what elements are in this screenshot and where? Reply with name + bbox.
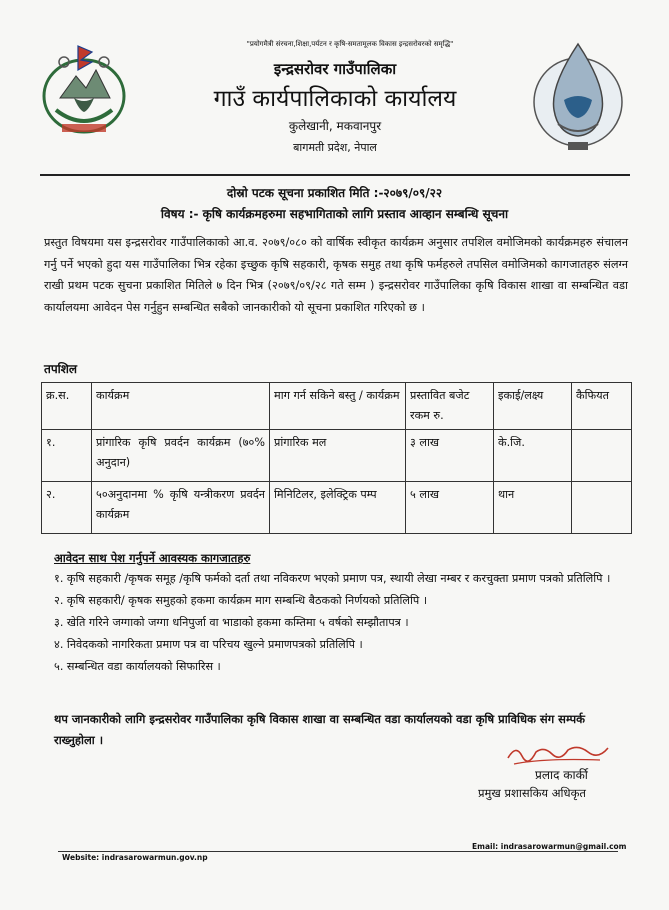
table-cell: प्रांगारिक मल — [270, 430, 406, 482]
table-row — [42, 482, 632, 534]
table-cell — [572, 430, 632, 482]
table-cell: के.जि. — [494, 430, 572, 482]
notice-subject: विषय :- कृषि कार्यक्रमहरुमा सहभागिताको लागि प्रस्ताव आव्हान सम्बन्धि सूचना — [160, 207, 509, 221]
list-item: ३. खेति गरिने जग्गाको जग्गा धनिपुर्जा वा भाडाको हकमा कम्तिमा ५ वर्षको सम्झौतापत्र । — [54, 616, 409, 629]
header-cell: प्रस्तावित बजेट रकम रु. — [406, 383, 494, 430]
table-cell: ३ लाख — [406, 430, 494, 482]
header-cell: इकाई/लक्ष्य — [494, 383, 572, 430]
handwritten-signature-icon — [504, 738, 614, 766]
slogan: "प्रयोगमैत्री संरचना,शिक्षा,पर्यटन र कृषि-समतामूलक विकास इन्द्रसरोवरको समृद्धि" — [246, 40, 454, 48]
province: बागमती प्रदेश, नेपाल — [293, 141, 377, 154]
signer-name: प्रलाद कार्की — [535, 768, 588, 782]
notice-body: प्रस्तुत विषयमा यस इन्द्रसरोवर गाउँपालिकाको आ.व. २०७९/०८० को वार्षिक स्वीकृत कार्यक्रम अनुसार तपशिल वमोजिमको कार्यक्रमहरु संचालन गर्नु पर्ने भएको हुदा यस गाउँपालिका भित्र रहेका इच्छुक कृषि सहकारी, कृषक समुह तथा कृषि फर्महरुले तपसिल वमोजिमको कागजातहरु संलग्न राखी प्रथम पटक सुचना प्रकाशित मितिले ७ दिन भित्र (२०७९/०९/२८ गते सम्म ) इन्द्रसरोवर गाउँपालिका कृषि विकास शाखा वा सम्बन्धित वडा कार्यालयमा आवेदन पेस गर्नुहुन सम्बन्धित सबैको जानकारीको यो सूचना प्रकाशित गरिएको छ । — [44, 236, 628, 314]
header-cell: क्र.स. — [42, 383, 92, 430]
table-cell: ५०अनुदानमा % कृषि यन्त्रीकरण प्रवर्दन कार्यक्रम — [92, 482, 270, 534]
table-cell: मिनिटिलर, इलेक्ट्रिक पम्प — [270, 482, 406, 534]
letterhead — [140, 40, 530, 155]
footer-email: Email: indrasarowarmun@gmail.com — [472, 842, 627, 851]
government-emblem-icon — [34, 40, 134, 140]
table-cell: ५ लाख — [406, 482, 494, 534]
table-cell: १. — [42, 430, 92, 482]
signer-designation: प्रमुख प्रशासकिय अधिकृत — [478, 786, 586, 800]
list-item: १. कृषि सहकारी /कृषक समूह /कृषि फर्मको दर्ता तथा नविकरण भएको प्रमाण पत्र, स्थायी लेखा नम्बर र करचुक्ता प्रमाण पत्रको प्रतिलिपि । — [54, 572, 611, 585]
table-header-row — [42, 383, 632, 430]
requirements-list — [54, 568, 629, 678]
office-address: कुलेखानी, मकवानपुर — [288, 119, 382, 133]
program-table — [41, 382, 632, 534]
footer-website: Website: indrasarowarmun.gov.np — [62, 853, 208, 862]
table-cell: थान — [494, 482, 572, 534]
header-cell: माग गर्न सकिने बस्तु / कार्यक्रम — [270, 383, 406, 430]
list-item: ४. निवेदकको नागरिकता प्रमाण पत्र वा परिचय खुल्ने प्रमाणपत्रको प्रतिलिपि । — [54, 638, 363, 651]
office-name: गाउँ कार्यपालिकाको कार्यालय — [213, 86, 457, 112]
header-cell: कार्यक्रम — [92, 383, 270, 430]
table-cell: २. — [42, 482, 92, 534]
municipality-logo-icon — [528, 38, 628, 156]
requirements-title: आवेदन साथ पेश गर्नुपर्ने आवस्यक कागजातहरु — [54, 551, 251, 565]
table-label: तपशिल — [44, 362, 78, 376]
table-row — [42, 430, 632, 482]
municipality-name: इन्द्रसरोवर गाउँपालिका — [273, 60, 397, 78]
closing-note: थप जानकारीको लागि इन्द्रसरोवर गाउँपालिका कृषि विकास शाखा वा सम्बन्धित वडा कार्यालयको वडा कृषि प्राविधिक संग सम्पर्क राख्नुहोला । — [54, 712, 585, 747]
table-cell — [572, 482, 632, 534]
list-item: २. कृषि सहकारी/ कृषक समुहको हकमा कार्यक्रम माग सम्बन्धि बैठकको निर्णयको प्रतिलिपि । — [54, 594, 428, 607]
footer-divider — [58, 851, 618, 852]
list-item: ५. सम्बन्धित वडा कार्यालयको सिफारिस । — [54, 660, 221, 673]
table-cell: प्रांगारिक कृषि प्रवर्दन कार्यक्रम (७०% अनुदान) — [92, 430, 270, 482]
header-divider — [40, 174, 630, 176]
header-cell: कैफियत — [572, 383, 632, 430]
publication-date: दोस्रो पटक सूचना प्रकाशित मिति :-२०७९/०९/२२ — [226, 186, 443, 200]
